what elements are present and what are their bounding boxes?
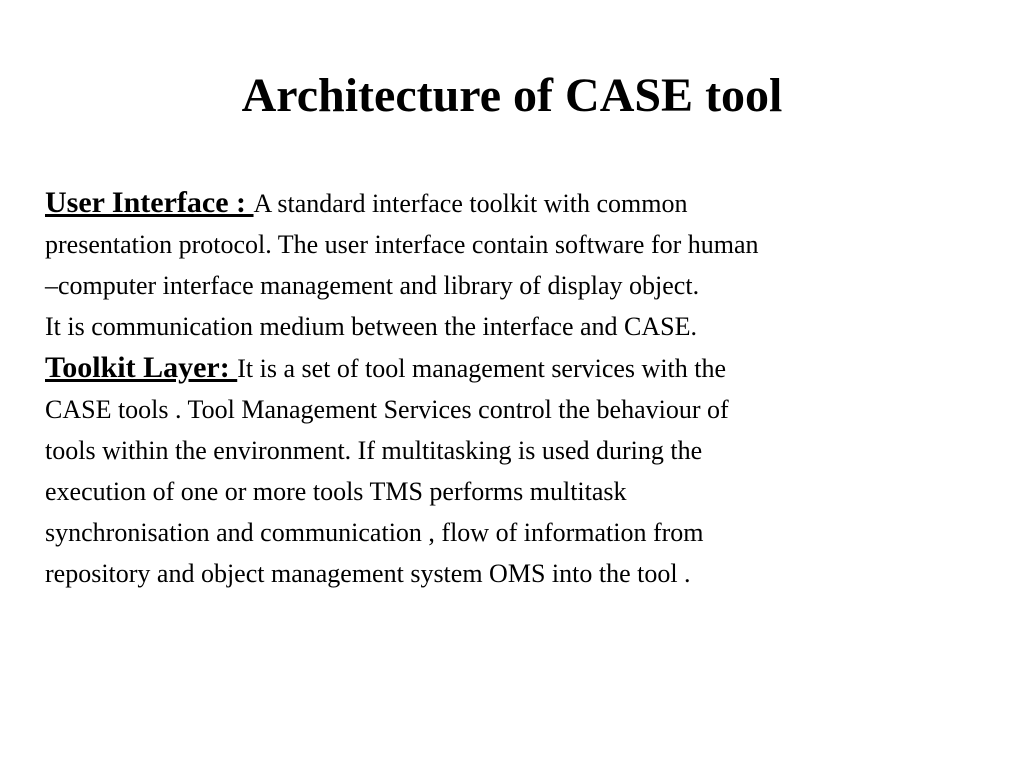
body-text-line: –computer interface management and library of display object.: [45, 271, 700, 300]
slide-title: Architecture of CASE tool: [241, 69, 783, 122]
body-text-line: synchronisation and communication , flow of information from: [45, 518, 704, 547]
body-text-line: A standard interface toolkit with common: [253, 189, 688, 218]
body-text-line: repository and object management system OMS into the tool .: [45, 559, 691, 588]
body-text-line: tools within the environment. If multitasking is used during the: [45, 436, 703, 465]
body-text-line: CASE tools . Tool Management Services control the behaviour of: [45, 395, 729, 424]
section-toolkit-layer-first-line: [45, 347, 995, 389]
section-heading-toolkit-layer: Toolkit Layer:: [45, 351, 238, 384]
section-user-interface-first-line: [45, 182, 995, 224]
body-text-line: execution of one or more tools TMS performs multitask: [45, 477, 627, 506]
section-heading-user-interface: User Interface :: [45, 186, 254, 219]
body-text-line: presentation protocol. The user interface contain software for human: [45, 230, 759, 259]
body-text-line: It is communication medium between the interface and CASE.: [45, 312, 697, 341]
body-text-line: It is a set of tool management services with the: [237, 354, 727, 383]
slide-body: [45, 182, 995, 594]
